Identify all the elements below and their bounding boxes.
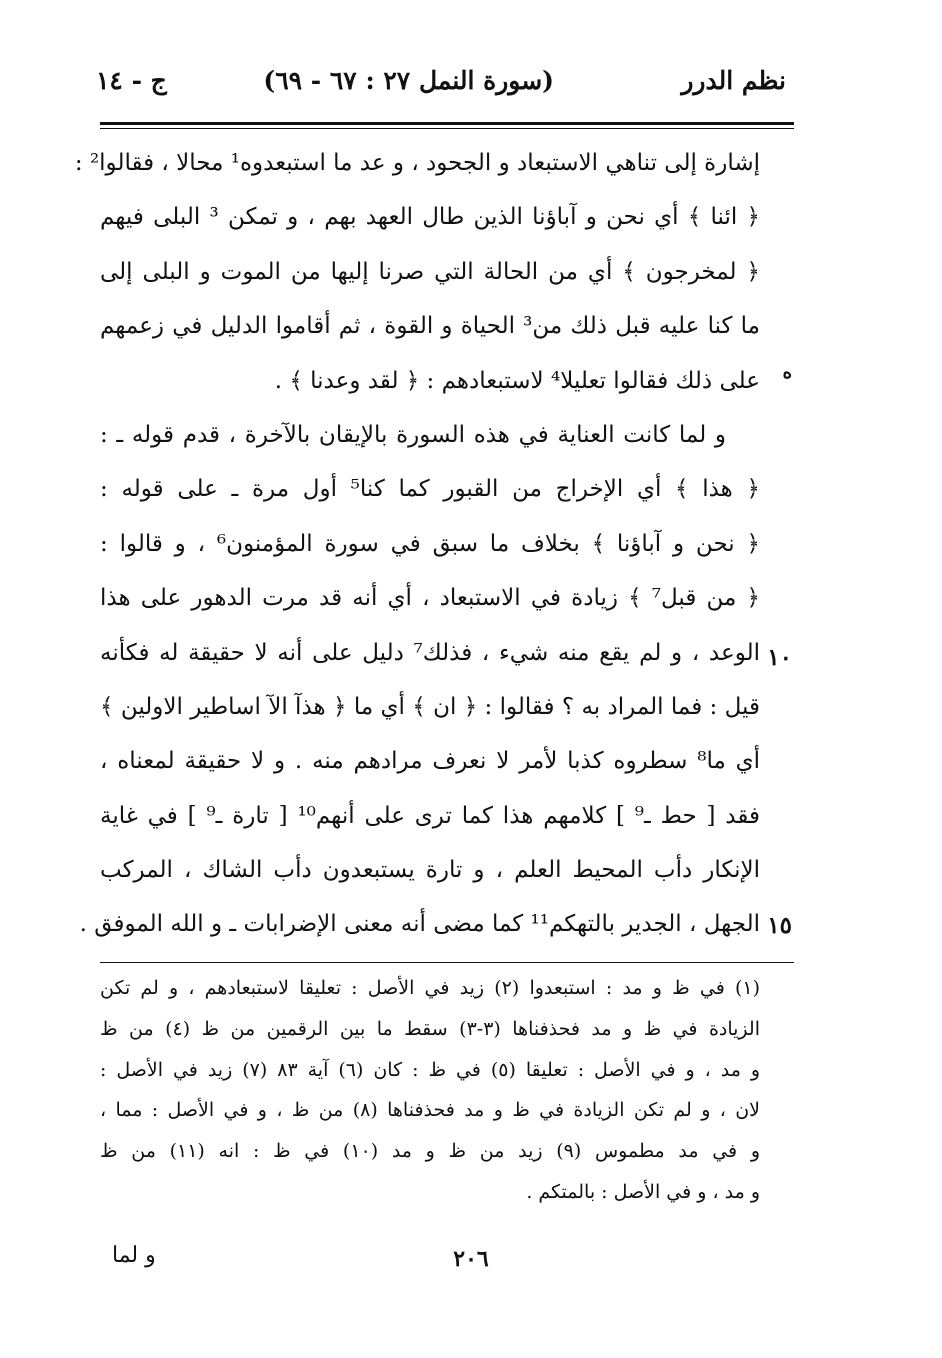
header-rule-thin (100, 128, 794, 129)
text-line: قيل : فما المراد به ؟ فقالوا : ﴿ ان ﴾ أي ما ﴿ هذآ الآ اساطير الاولين ﴾ (100, 693, 760, 720)
text-line: ﴿ نحن و آباؤنا ﴾ بخلاف ما سبق في سورة المؤمنون⁶ ، و قالوا : (100, 530, 760, 557)
text-line: ﴿ من قبل⁷ ﴾ زيادة في الاستبعاد ، أي أنه قد مرت الدهور على هذا (100, 585, 761, 612)
part-number: ج - ١٤ (96, 66, 167, 95)
footnote-separator (100, 962, 794, 963)
text-line: إشارة إلى تناهي الاستبعاد و الجحود ، و عد ما استبعدوه¹ محالا ، فقالوا² : (74, 150, 760, 176)
header-rule-thick (100, 122, 794, 125)
running-header (96, 66, 786, 110)
text-line: ما كنا عليه قبل ذلك من³ الحياة و القوة ، ثم أقاموا الدليل في زعمهم (100, 313, 760, 340)
footnote-line: و في مد مطموس (٩) زيد من ظ و مد (١٠) في ظ : انه (١١) من ظ (100, 1140, 761, 1163)
footnote-line: و مد ، و في الأصل : بالمتكم . (526, 1180, 760, 1203)
text-line: و لما كانت العناية في هذه السورة بالإيقان بالآخرة ، قدم قوله ـ : (100, 421, 726, 448)
page-number: ٢٠٦ (453, 1246, 489, 1272)
line-number-10: ١٠ (767, 644, 792, 671)
surah-reference: (سورة النمل ٢٧ : ٦٧ - ٦٩) (263, 66, 554, 95)
footnotes (100, 968, 760, 1213)
text-line: على ذلك فقالوا تعليلا⁴ لاستبعادهم : ﴿ لقد وعدنا ﴾ . (274, 367, 760, 394)
line-number-15: ١٥ (767, 912, 792, 939)
main-text (74, 136, 761, 952)
footnote-line: و مد ، و في الأصل : تعليقا (٥) في ظ : كان (٦) آية ٨٣ (٧) زيد في الأصل : (100, 1058, 761, 1081)
book-title: نظم الدرر (681, 66, 786, 95)
text-line: ﴿ لمخرجون ﴾ أي من الحالة التي صرنا إليها من الموت و البلى إلى (100, 258, 760, 285)
text-line: الوعد ، و لم يقع منه شيء ، فذلك⁷ دليل على أنه لا حقيقة له فكأنه (100, 639, 760, 666)
footnote-line: الزيادة في ظ و مد فحذفناها (٣-٣) سقط ما بين الرقمين من ظ (٤) من ظ (100, 1017, 760, 1040)
catchword: و لما (112, 1243, 156, 1268)
text-line: الجهل ، الجدير بالتهكم¹¹ كما مضى أنه معنى الإضرابات ـ و الله الموفق . (79, 911, 760, 938)
marginal-mark: ه (782, 362, 792, 383)
footnote-line: لان ، و لم تكن الزيادة في ظ و مد فحذفناها (٨) من ظ ، و في الأصل : مما ، (100, 1099, 760, 1122)
text-line: ﴿ ائنا ﴾ أي نحن و آباؤنا الذين طال العهد بهم ، و تمكن ³ البلى فيهم (100, 204, 760, 231)
text-line: الإنكار دأب المحيط العلم ، و تارة يستبعدون دأب الشاك ، المركب (100, 857, 760, 884)
text-line: أي ما⁸ سطروه كذبا لأمر لا نعرف مرادهم منه . و لا حقيقة لمعناه ، (100, 748, 760, 775)
footnote-line: (١) في ظ و مد : استبعدوا (٢) زيد في الأصل : تعليقا لاستبعادهم ، و لم تكن (100, 977, 760, 999)
text-line: فقد [ حط ـ⁹ ] كلامهم هذا كما ترى على أنهم¹⁰ [ تارة ـ⁹ ] في غاية (100, 802, 761, 829)
text-line: ﴿ هذا ﴾ أي الإخراج من القبور كما كنا⁵ أول مرة ـ على قوله : (100, 476, 760, 503)
